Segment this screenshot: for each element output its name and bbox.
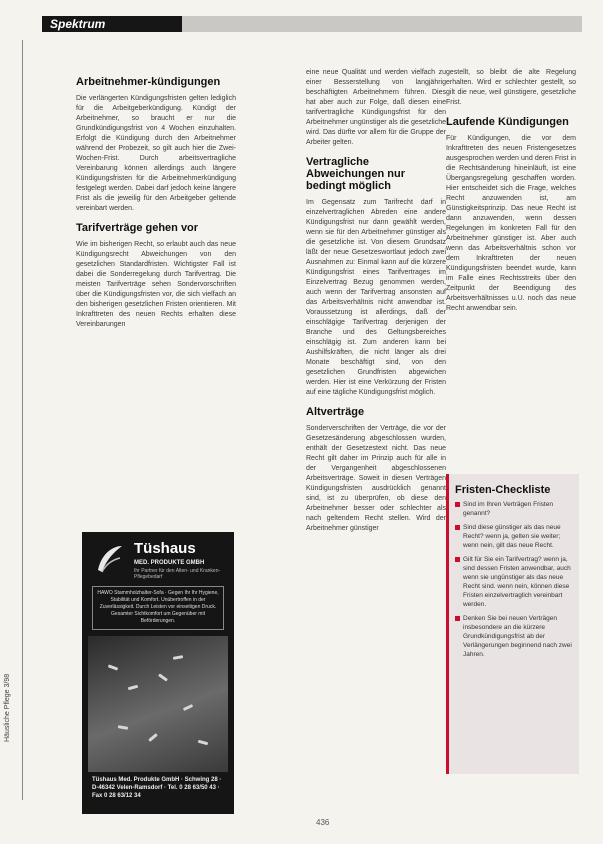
heading-tarifvertraege: Tarifverträge gehen vor <box>76 222 199 234</box>
paragraph: Wie im bisherigen Recht, so erlaubt auch das neue Kündigungsrecht Abweichungen von den gesetzlichen Standardfristen. Wichtigster Fall ist dabei die Sonderregelung durch Tarifvertrag. Die meisten Tarifverträge sehen Sondervorschriften über die Kündigungsfristen vor, die sich vielfach an den bisherigen gesetzlichen Fristen orientieren. Mit Inkrafttreten des neuen Rechts erhalten diese Vereinbarungen <box>76 241 236 328</box>
checklist-title: Fristen-Checkliste <box>455 484 551 496</box>
column-2 <box>306 68 446 538</box>
checklist-item: Denken Sie bei neuen Verträgen insbesondere an die kürzere Grundkündigungsfrist ab der Verlängerungen beginnend nach zwei Jahren. <box>455 614 575 659</box>
paragraph: Im Gegensatz zum Tarifrecht darf in einzelvertraglichen Abreden eine andere Kündigungsfrist nur dann gewählt werden, wenn sie für den Arbeitnehmer günstiger als die gesetzliche ist. Von diesem Grundsatz läßt der neue Gesetzeswortlaut jedoch zwei Ausnahmen zu: Einmal kann auf die kürzere Kündigungsfrist eines Tarifvertrages im Einzelvertrag Bezug genommen werden, auch wenn der Tarifvertrag ansonsten auf das Arbeitsverhältnis nicht anwendbar ist. Voraussetzung ist allerdings, daß der einschlägige Tarifvertrag derjenigen der Branche und des Geltungsbereiches einschlägig ist. Zum anderen kann bei Aushilfskräften, die nicht länger als drei Monate beschäftigt sind, von den gesetzlichen Grundfristen abgewichen werden. Hier ist eine Verkürzung der Fristen auf eine tägliche Kündigungsfrist möglich. <box>306 199 446 396</box>
column-3 <box>446 68 576 318</box>
paragraph: eine neue Qualität und werden vielfach zu einer Besserstellung von langjährig beschäftigten Arbeitnehmern führen. Dies hat aber auch zur Folge, daß diesen eine tarifvertragliche Kündigungsfrist für den Arbeitnehmer ungünstiger als die gesetzliche wird. Das dürfte vor allem für die Gruppe der Arbeiter gelten. <box>306 69 446 146</box>
heading-vertragliche-abweichungen: Vertragliche Abweichungen nur bedingt möglich <box>306 156 405 192</box>
heading-arbeitnehmerkuendigungen: Arbeitnehmer-kündigungen <box>76 76 221 88</box>
checklist-box <box>446 474 579 774</box>
ad-brand: Tüshaus <box>134 540 196 557</box>
advertisement <box>82 532 234 814</box>
margin-rule <box>22 40 23 800</box>
checklist-item: Sind im Ihren Verträgen Fristen genannt? <box>455 500 575 518</box>
ad-logo-icon <box>92 542 126 576</box>
heading-altvertraege: Altverträge <box>306 406 365 418</box>
ad-company: MED. PRODUKTE GMBH <box>134 560 205 566</box>
checklist-item: Gilt für Sie ein Tarifvertrag? wenn ja, sind dessen Fristen anwendbar, auch wenn sie ungünstiger als das neue Recht sind. wenn nein, können diese Fristen einzelvertraglich vereinbart werden. <box>455 555 575 609</box>
ad-photo <box>88 636 228 772</box>
column-1 <box>76 68 236 334</box>
page-number: 436 <box>316 818 330 827</box>
ad-product-box: HAWO Stammholzhalter-Sofa · Gegen Ihr Ihr Hygiene, Stabilität und Komfort. Unübertroffen in der Zuverlässigkeit. Durch Leisten vor einseitigen Druck. Gesamter Sichtkomfort um Gegenüber mit Beförderungen. <box>92 586 224 630</box>
paragraph: Sonderverschriften der Verträge, die vor der Gesetzesänderung abgeschlossen wurden, enthält der Gesetzestext nicht. Das neue Recht gilt daher im Prinzip auch für alle in der Vergangenheit abgeschlossenen Arbeitsverträge. Soweit in diesen Verträgen Kündigungsfristen ausdrücklich genannt sind, ist zu überprüfen, ob diese den Arbeitnehmer besser oder schlechter als nach geltendem Recht stellen. Wird der Arbeitnehmer günstiger <box>306 425 446 532</box>
paragraph: Für Kündigungen, die vor dem Inkrafttreten des neuen Fristengesetzes ausgesprochen werden und deren Frist in die Rechtsänderung hineinläuft, ist eine Übergangsregelung geschaffen worden. Hier entscheidet sich die Frage, welches Recht anzuwenden ist, am Günstigkeitsprinzip. Das neue Recht ist dann anzuwenden, wenn dessen Regelungen im konkreten Fall für den Arbeitnehmer günstiger ist. Aber auch wenn das Arbeitsverhältnis schon vor dem Inkrafttreten der neuen Kündigungsfristen beendet wurde, kann im Falle eines Rechtsstreits über den Zeitpunkt der Beendigung des Arbeitsverhältnisses u.U. noch das neue Recht anwendbar sein. <box>446 135 576 312</box>
checklist-list <box>449 500 579 659</box>
ad-tagline: Ihr Partner für den Alten- und Kranken-Pflegebedarf <box>134 568 221 580</box>
checklist-item: Sind diese günstiger als das neue Recht? wenn ja, gelten sie weiter; wenn nein, gilt das neue Recht. <box>455 523 575 550</box>
heading-laufende-kuendigungen: Laufende Kündigungen <box>446 116 569 128</box>
paragraph: Die verlängerten Kündigungsfristen gelten lediglich für die Arbeitgeberkündigung. Kündigt der Arbeitnehmer, so braucht er nur die Grundkündigungsfrist von 4 Wochen einzuhalten. Erfolgt die Kündigung durch den Arbeitnehmer während der Probezeit, so gilt auch hier die Zwei-Wochen-Frist. Durch arbeitsvertragliche Vereinbarung können allerdings auch längere Kündigungsfristen für die Arbeitnehmerkündigung festgelegt werden. Dabei darf jedoch keine längere Frist als die jeweilig für den Arbeitgeber geltende vereinbart werden. <box>76 95 236 212</box>
paragraph: gestellt, so bleibt die alte Regelung erhalten. Wird er schlechter gestellt, so gilt die neue, weil günstigere, gesetzliche Frist. <box>446 69 576 106</box>
side-caption: Häusliche Pflege 3/98 <box>4 673 11 742</box>
section-label: Spektrum <box>42 16 182 32</box>
ad-address: Tüshaus Med. Produkte GmbH · Schwing 28 · D-46342 Velen-Ramsdorf · Tel. 0 28 63/50 43 · Fax 0 28 63/12 34 <box>92 777 222 799</box>
